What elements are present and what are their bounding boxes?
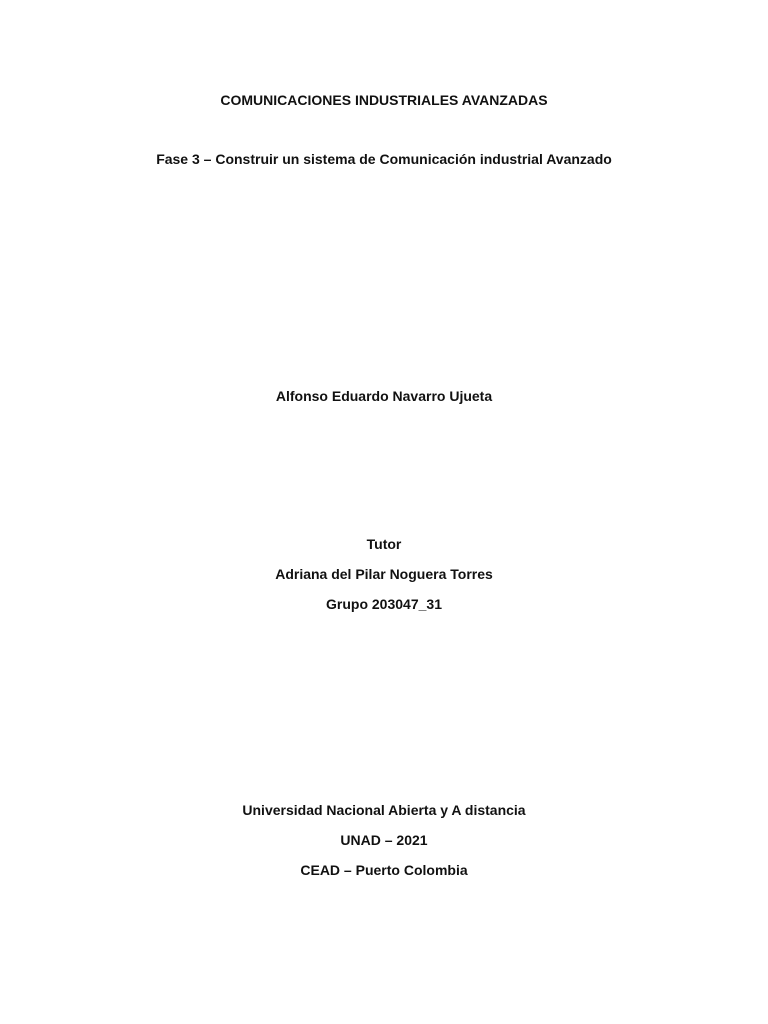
group-number: Grupo 203047_31 bbox=[326, 596, 442, 612]
tutor-name: Adriana del Pilar Noguera Torres bbox=[275, 566, 493, 582]
course-title: COMUNICACIONES INDUSTRIALES AVANZADAS bbox=[220, 92, 548, 108]
author-name: Alfonso Eduardo Navarro Ujueta bbox=[275, 388, 493, 404]
university-name: Universidad Nacional Abierta y A distancia bbox=[242, 802, 526, 818]
center-location: CEAD – Puerto Colombia bbox=[300, 862, 468, 878]
tutor-label: Tutor bbox=[366, 536, 402, 552]
phase-title: Fase 3 – Construir un sistema de Comunicación industrial Avanzado bbox=[156, 151, 612, 167]
institution-year: UNAD – 2021 bbox=[340, 832, 428, 848]
